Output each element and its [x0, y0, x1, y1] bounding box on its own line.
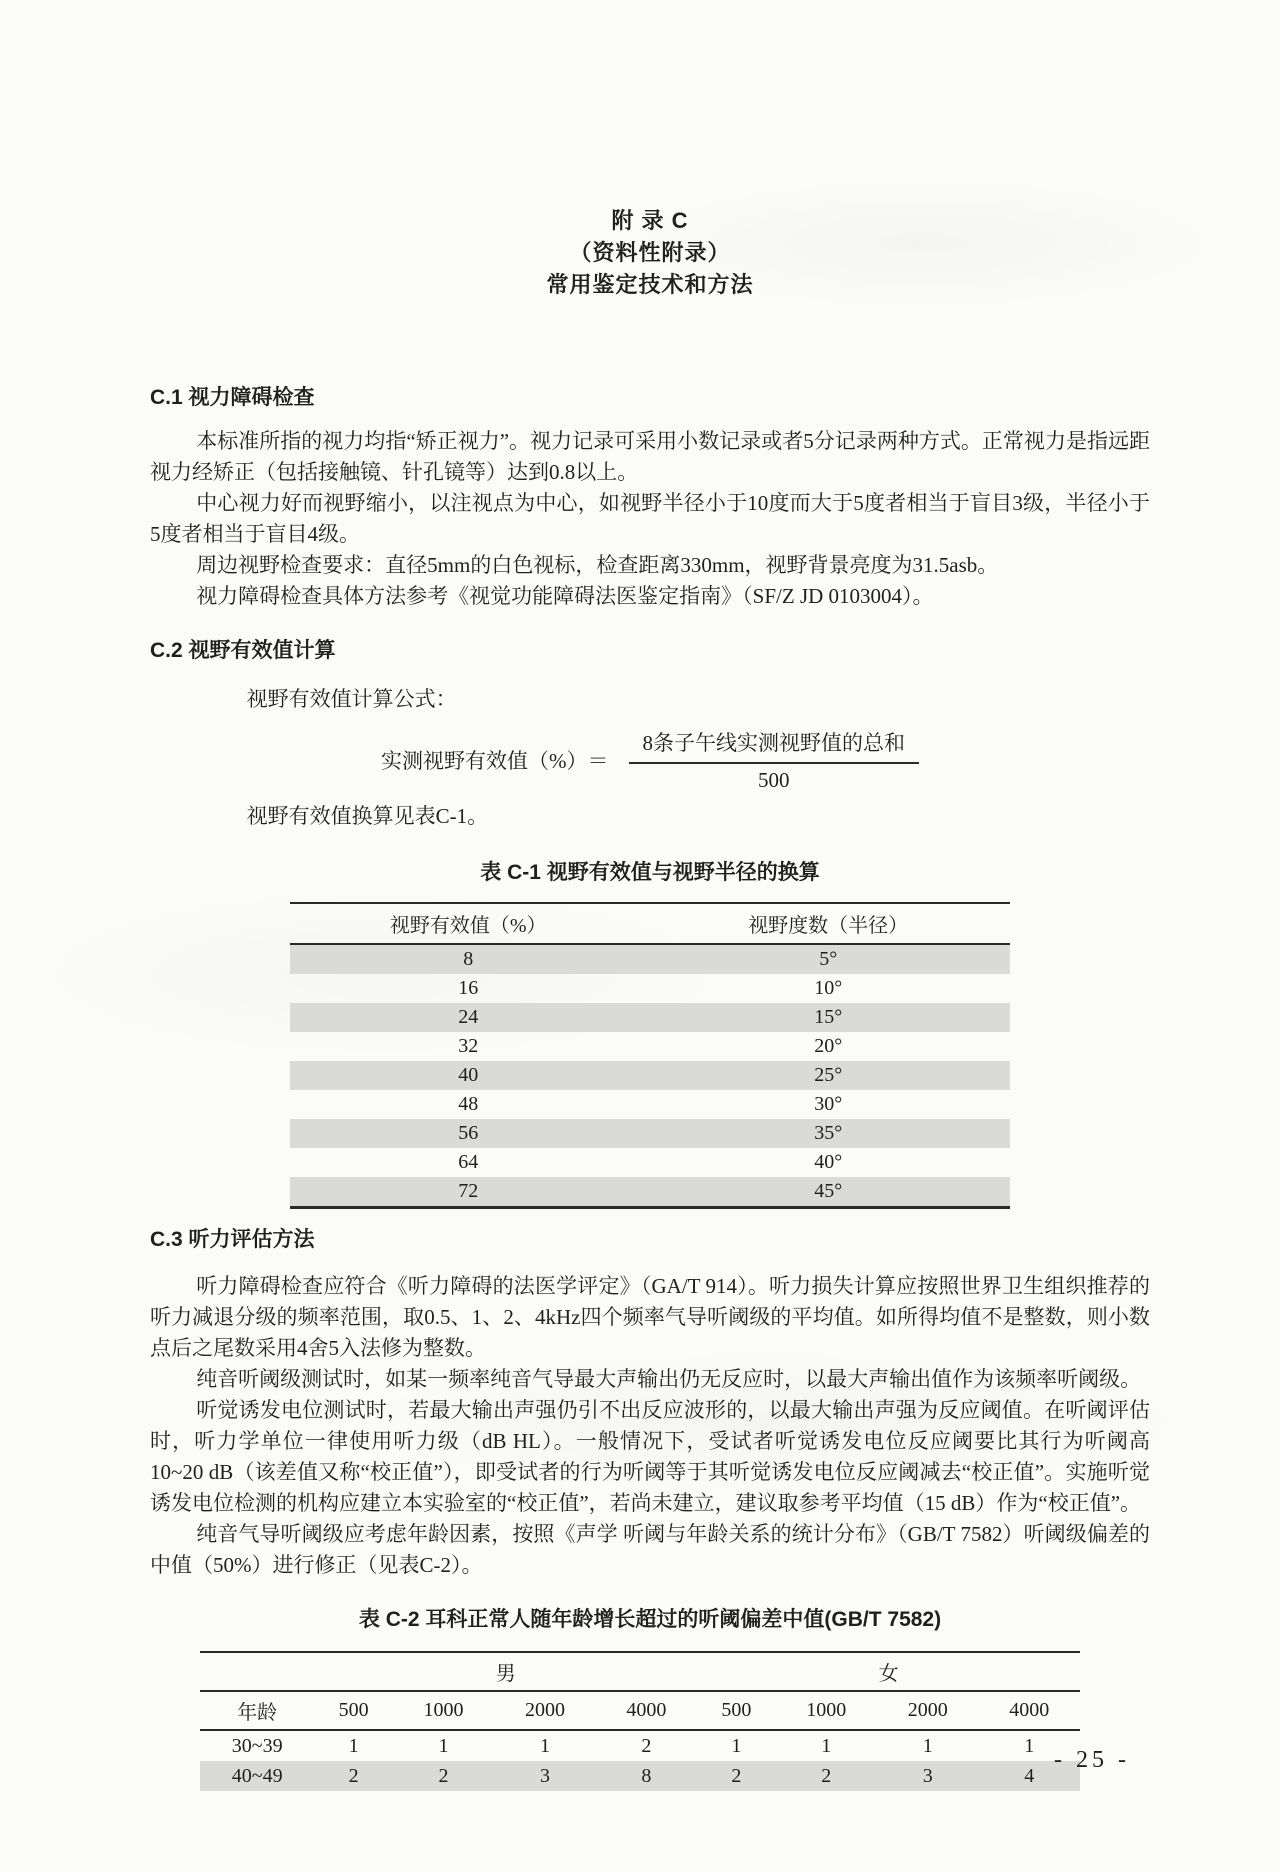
cell: 1 — [539, 1735, 550, 1757]
paragraph-c3-4: 纯音气导听阈级应考虑年龄因素，按照《声学 听阈与年龄关系的统计分布》（GB/T 7582）听阈级偏差的中值（50%）进行修正（见表C-2）。 — [150, 1522, 1150, 1577]
group-header-male: 男 — [314, 1652, 697, 1691]
col-freq: 4000 — [596, 1691, 697, 1730]
cell: 48 — [458, 1093, 479, 1115]
cell: 45° — [646, 1177, 1010, 1208]
cell: 72 — [290, 1177, 646, 1208]
appendix-title-block — [150, 205, 1150, 301]
cell: 3 — [539, 1765, 550, 1787]
cell: 25° — [814, 1064, 843, 1086]
table-c1-col-field-degrees: 视野度数（半径） — [646, 903, 1010, 944]
paragraph-c3-1: 听力障碍检查应符合《听力障碍的法医学评定》（GA/T 914）。听力损失计算应按照世界卫生组织推荐的听力减退分级的频率范围，取0.5、1、2、4kHz四个频率气导听阈级的平均值。如所得均值不是整数，则小数点后之尾数采用4舍5入法修为整数。 — [150, 1274, 1150, 1360]
col-freq: 2000 — [877, 1691, 978, 1730]
col-freq: 1000 — [776, 1691, 877, 1730]
cell: 4 — [1024, 1765, 1035, 1787]
col-freq: 500 — [314, 1691, 392, 1730]
cell: 40 — [458, 1064, 479, 1086]
table-row — [290, 1090, 1010, 1119]
cell: 1 — [438, 1735, 449, 1757]
table-row — [290, 944, 1010, 974]
cell: 2 — [348, 1765, 359, 1787]
cell: 5° — [819, 948, 838, 970]
section-heading-c1: C.1 视力障碍检查 — [150, 386, 315, 409]
paragraph-c1-1: 本标准所指的视力均指“矫正视力”。视力记录可采用小数记录或者5分记录两种方式。正常视力是指远距视力经矫正（包括接触镜、针孔镜等）达到0.8以上。 — [150, 429, 1150, 484]
document-content — [150, 205, 1150, 1791]
cell: 32 — [458, 1035, 479, 1057]
formula-numerator: 8条子午线实测视野值的总和 — [629, 727, 920, 764]
formula-note: 视野有效值换算见表C-1。 — [246, 804, 489, 828]
table-c1-title: 表 C-1 视野有效值与视野半径的换算 — [480, 861, 820, 884]
cell: 2 — [438, 1765, 449, 1787]
cell: 1 — [731, 1735, 742, 1757]
table-row — [290, 1148, 1010, 1177]
cell: 8 — [641, 1765, 652, 1787]
cell: 15° — [814, 1006, 843, 1028]
paragraph-c3-3: 听觉诱发电位测试时，若最大输出声强仍引不出反应波形的，以最大输出声强为反应阈值。在听阈评估时，听力学单位一律使用听力级（dB HL）。一般情况下，受试者听觉诱发电位反应阈要比其行为听阈高 10~20 dB（该差值又称“校正值”），即受试者的行为听阈等于其听觉诱发电位反应阈减去“校正值”。实施听觉诱发电位检测的机构应建立本实验室的“校正值”，若尚未建立，建议取参考平均值（15 dB）作为“校正值”。 — [150, 1398, 1150, 1515]
cell: 1 — [348, 1735, 359, 1757]
cell: 30~39 — [231, 1735, 283, 1757]
cell: 35° — [814, 1122, 843, 1144]
appendix-type: （资料性附录） — [569, 240, 731, 265]
cell: 2 — [731, 1765, 742, 1787]
cell: 3 — [922, 1765, 933, 1787]
page-number: - 25 - — [1054, 1747, 1130, 1773]
cell: 56 — [458, 1122, 479, 1144]
cell: 2 — [821, 1765, 832, 1787]
formula-intro: 视野有效值计算公式： — [246, 687, 457, 711]
cell: 1 — [1024, 1735, 1035, 1757]
field-effective-value-formula — [150, 727, 1150, 793]
col-freq: 1000 — [393, 1691, 494, 1730]
paragraph-c1-2: 中心视力好而视野缩小，以注视点为中心，如视野半径小于10度而大于5度者相当于盲目3级，半径小于5度者相当于盲目4级。 — [150, 491, 1150, 546]
col-freq: 500 — [697, 1691, 775, 1730]
table-row — [290, 1061, 1010, 1090]
cell: 30° — [814, 1093, 843, 1115]
group-header-female: 女 — [697, 1652, 1080, 1691]
cell: 16 — [458, 977, 479, 999]
table-row — [200, 1730, 1080, 1761]
table-row — [290, 1032, 1010, 1061]
table-c2-title: 表 C-2 耳科正常人随年龄增长超过的听阈偏差中值(GB/T 7582) — [358, 1608, 942, 1631]
table-row — [290, 974, 1010, 1003]
table-row — [290, 1119, 1010, 1148]
paragraph-c3-2: 纯音听阈级测试时，如某一频率纯音气导最大声输出仍无反应时，以最大声输出值作为该频率听阈级。 — [196, 1367, 1142, 1391]
formula-fraction — [629, 727, 920, 793]
cell: 1 — [922, 1735, 933, 1757]
table-c1-col-effective-value: 视野有效值（%） — [290, 903, 646, 944]
cell: 64 — [458, 1151, 479, 1173]
appendix-subject: 常用鉴定技术和方法 — [546, 272, 754, 297]
cell: 20° — [814, 1035, 843, 1057]
section-heading-c3: C.3 听力评估方法 — [150, 1228, 315, 1251]
col-age-label: 年龄 — [200, 1691, 314, 1730]
empty-corner-cell — [200, 1652, 314, 1691]
formula-lhs: 实测视野有效值（%）＝ — [381, 749, 609, 773]
col-freq: 4000 — [978, 1691, 1080, 1730]
cell: 40° — [814, 1151, 843, 1173]
cell: 2 — [641, 1735, 652, 1757]
table-row — [200, 1761, 1080, 1791]
cell: 10° — [814, 977, 843, 999]
col-freq: 2000 — [494, 1691, 595, 1730]
cell: 1 — [821, 1735, 832, 1757]
table-c2-column-header-row — [200, 1691, 1080, 1730]
paragraph-c1-3: 周边视野检查要求：直径5mm的白色视标，检查距离330mm，视野背景亮度为31.5asb。 — [196, 553, 999, 577]
cell: 8 — [463, 948, 474, 970]
table-c1-header-row — [290, 903, 1010, 944]
paragraph-c1-4: 视力障碍检查具体方法参考《视觉功能障碍法医鉴定指南》（SF/Z JD 0103004）。 — [196, 584, 934, 608]
table-c1 — [290, 902, 1010, 1209]
table-c2 — [200, 1651, 1080, 1791]
appendix-label: 附 录 C — [611, 208, 689, 233]
section-heading-c2: C.2 视野有效值计算 — [150, 639, 336, 662]
formula-denominator: 500 — [758, 768, 790, 792]
table-c2-group-header-row — [200, 1652, 1080, 1691]
table-row — [290, 1003, 1010, 1032]
cell: 24 — [458, 1006, 479, 1028]
cell: 40~49 — [231, 1765, 283, 1787]
table-row — [290, 1177, 1010, 1208]
